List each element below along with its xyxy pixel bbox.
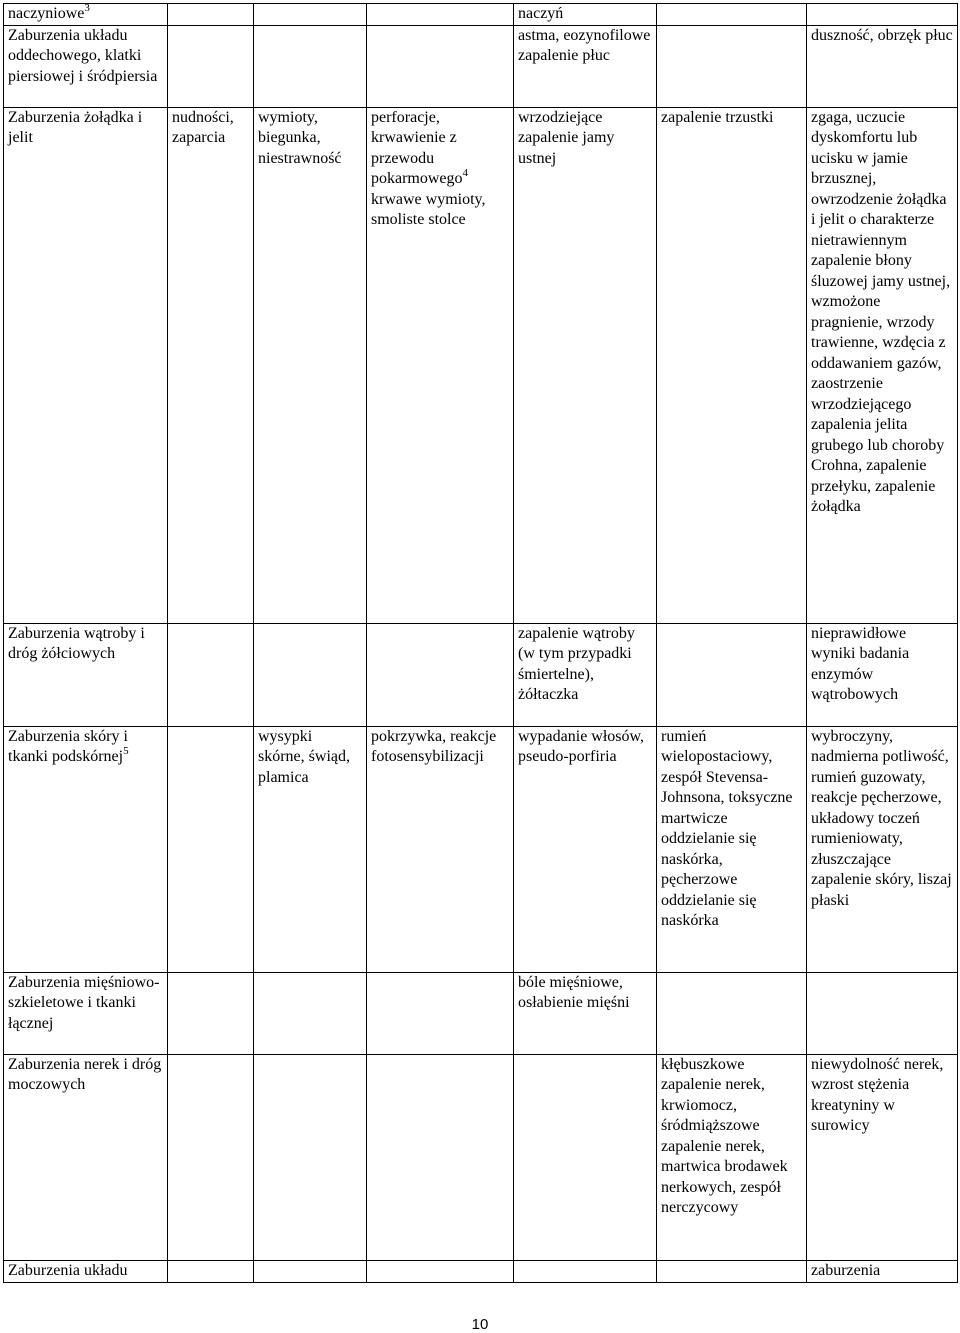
- page-number: 10: [471, 1316, 489, 1333]
- table-cell: naczyniowe$^3$: [4, 4, 168, 26]
- table-row: [4, 107, 958, 623]
- table-cell: [254, 25, 367, 107]
- table-cell: rumień wielopostaciowy, zespół Stevensa-Johnsona, toksyczne martwicze oddzielanie się naskórka, pęcherzowe oddzielanie się naskórka: [657, 726, 807, 972]
- table-cell: Zaburzenia układu: [4, 1260, 168, 1282]
- table-cell: [657, 25, 807, 107]
- table-cell: [367, 4, 514, 26]
- table-cell: [657, 623, 807, 726]
- table-cell: [807, 972, 958, 1054]
- table-cell: [514, 1054, 657, 1260]
- table-cell: [168, 4, 254, 26]
- table-cell: nudności, zaparcia: [168, 107, 254, 623]
- table-row: [4, 4, 958, 26]
- table-cell: pokrzywka, reakcje fotosensybilizacji: [367, 726, 514, 972]
- table-cell: wypadanie włosów, pseudo-porfiria: [514, 726, 657, 972]
- table-cell: Zaburzenia wątroby i dróg żółciowych: [4, 623, 168, 726]
- table-cell: [367, 623, 514, 726]
- table-cell: wrzodziejące zapalenie jamy ustnej: [514, 107, 657, 623]
- table-cell: [254, 623, 367, 726]
- table-cell: [367, 25, 514, 107]
- table-row: [4, 972, 958, 1054]
- table-cell: wysypki skórne, świąd, plamica: [254, 726, 367, 972]
- table-cell: [168, 726, 254, 972]
- table-cell: zapalenie trzustki: [657, 107, 807, 623]
- table-cell: zapalenie wątroby (w tym przypadki śmiertelne), żółtaczka: [514, 623, 657, 726]
- table-cell: perforacje, krwawienie z przewodu pokarmowego$^4$ krwawe wymioty, smoliste stolce: [367, 107, 514, 623]
- table-cell: duszność, obrzęk płuc: [807, 25, 958, 107]
- table-cell: [807, 4, 958, 26]
- table-cell: zgaga, uczucie dyskomfortu lub ucisku w jamie brzusznej, owrzodzenie żołądka i jelit o charakterze nietrawiennym zapalenie błony śluzowej jamy ustnej, wzmożone pragnienie, wrzody trawienne, wzdęcia z oddawaniem gazów, zaostrzenie wrzodziejącego zapalenia jelita grubego lub choroby Crohna, zapalenie przełyku, zapalenie żołądka: [807, 107, 958, 623]
- table-cell: [254, 4, 367, 26]
- table-cell: niewydolność nerek, wzrost stężenia kreatyniny w surowicy: [807, 1054, 958, 1260]
- table-row: [4, 25, 958, 107]
- table-cell: [168, 25, 254, 107]
- table-cell: [367, 972, 514, 1054]
- table-cell: [657, 972, 807, 1054]
- table-cell: Zaburzenia mięśniowo-szkieletowe i tkanki łącznej: [4, 972, 168, 1054]
- table-cell: [168, 972, 254, 1054]
- table-row: [4, 1260, 958, 1282]
- table-cell: [367, 1054, 514, 1260]
- table-cell: [514, 1260, 657, 1282]
- table-cell: zaburzenia: [807, 1260, 958, 1282]
- table-cell: astma, eozynofilowe zapalenie płuc: [514, 25, 657, 107]
- table-cell: [168, 1260, 254, 1282]
- table-cell: Zaburzenia nerek i dróg moczowych: [4, 1054, 168, 1260]
- table-row: [4, 623, 958, 726]
- table-cell: naczyń: [514, 4, 657, 26]
- table-cell: [657, 4, 807, 26]
- table-cell: kłębuszkowe zapalenie nerek, krwiomocz, śródmiąższowe zapalenie nerek, martwica brodawek nerkowych, zespół nerczycowy: [657, 1054, 807, 1260]
- table-cell: wybroczyny, nadmierna potliwość, rumień guzowaty, reakcje pęcherzowe, układowy toczeń rumieniowaty, złuszczające zapalenie skóry, liszaj płaski: [807, 726, 958, 972]
- table-cell: Zaburzenia skóry i tkanki podskórnej$^5$: [4, 726, 168, 972]
- table-cell: Zaburzenia układu oddechowego, klatki piersiowej i śródpiersia: [4, 25, 168, 107]
- table-cell: [657, 1260, 807, 1282]
- table-row: [4, 726, 958, 972]
- table-cell: nieprawidłowe wyniki badania enzymów wątrobowych: [807, 623, 958, 726]
- table-row: [4, 1054, 958, 1260]
- table-cell: [254, 972, 367, 1054]
- table-cell: [168, 1054, 254, 1260]
- table-cell: Zaburzenia żołądka i jelit: [4, 107, 168, 623]
- adverse-effects-table: [3, 3, 958, 1283]
- table-cell: bóle mięśniowe, osłabienie mięśni: [514, 972, 657, 1054]
- table-cell: [168, 623, 254, 726]
- table-cell: [367, 1260, 514, 1282]
- table-cell: wymioty, biegunka, niestrawność: [254, 107, 367, 623]
- table-cell: [254, 1260, 367, 1282]
- table-cell: [254, 1054, 367, 1260]
